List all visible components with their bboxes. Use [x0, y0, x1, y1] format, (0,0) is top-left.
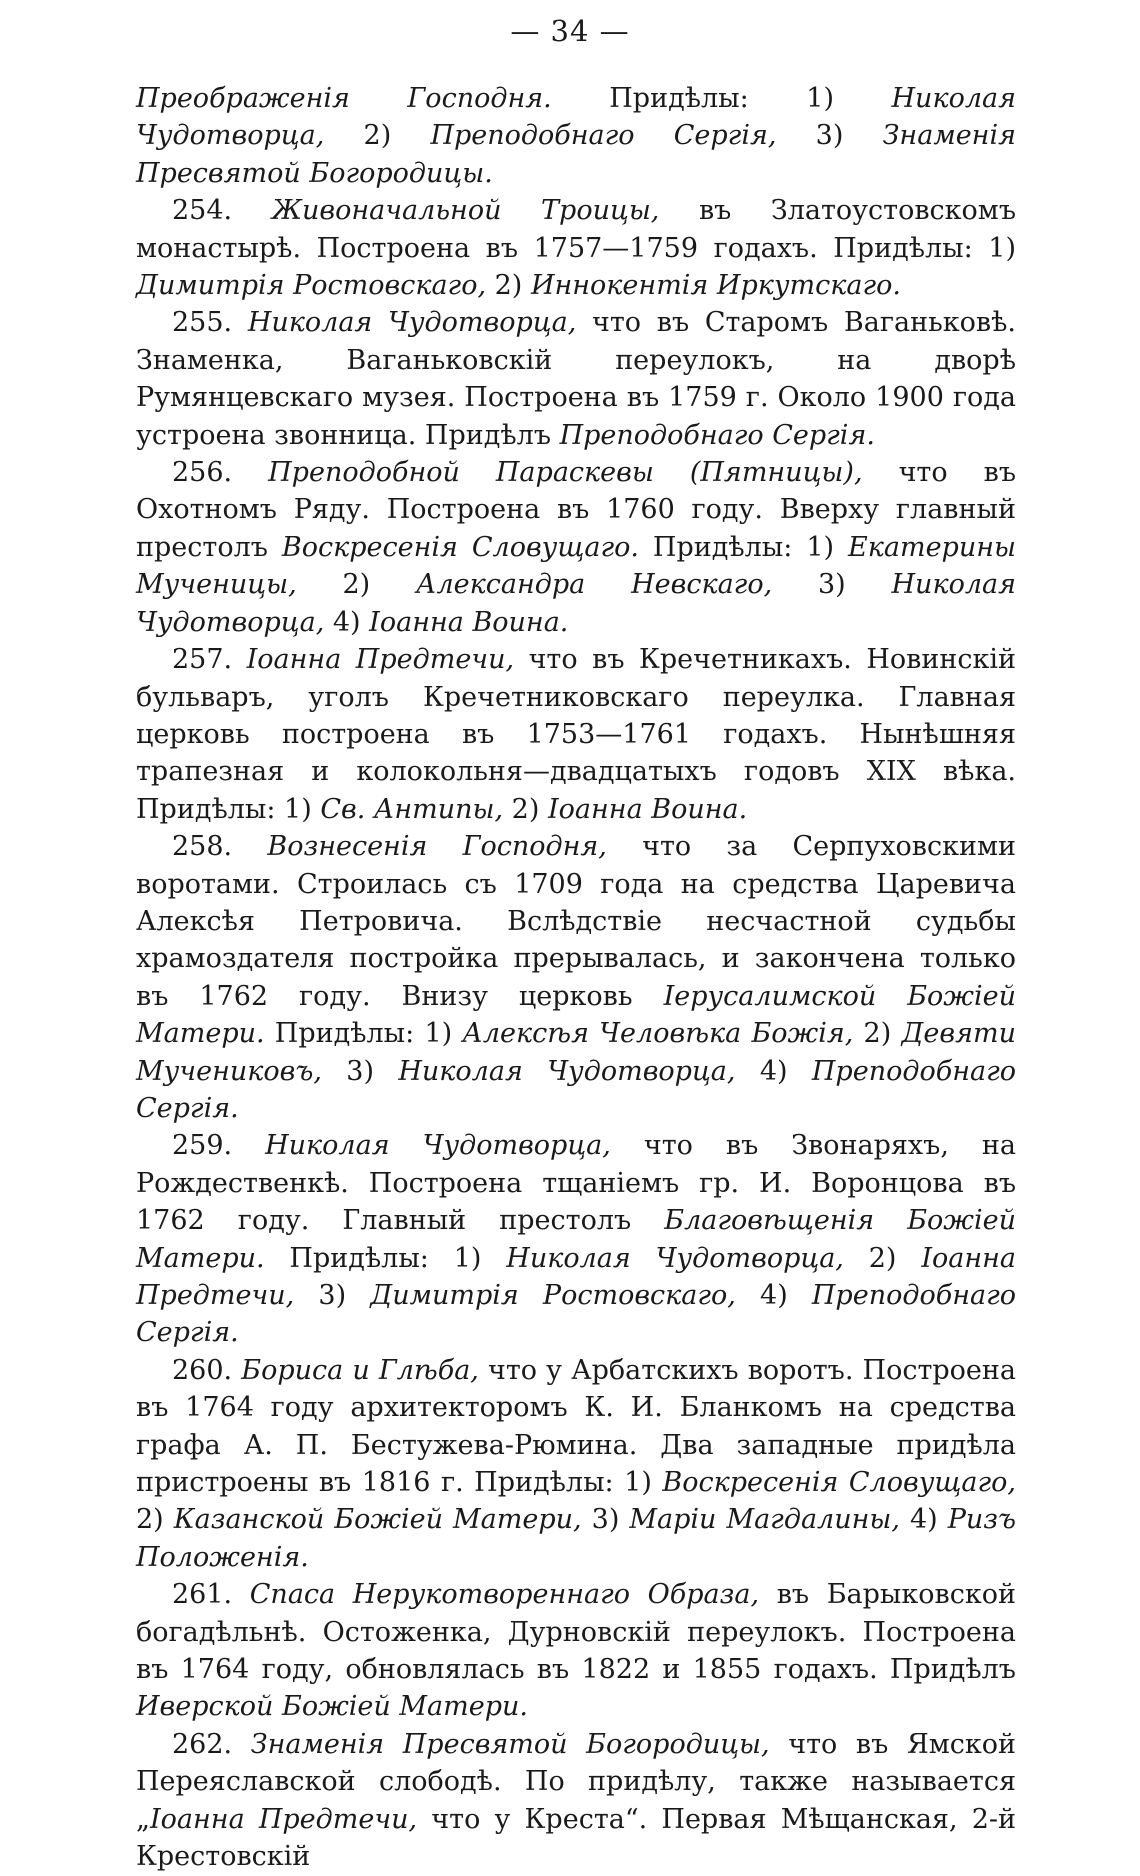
italic-name-run: Преподобнаго Сергія,: [430, 120, 777, 152]
italic-name-run: Маріи Магдалины,: [629, 1504, 900, 1536]
italic-name-run: Казанской Божіей Матери,: [173, 1504, 582, 1536]
italic-name-run: Екатерины Мученицы,: [136, 531, 1016, 601]
italic-name-run: Іоанна Предтечи,: [246, 644, 515, 676]
church-entry: [136, 454, 1016, 641]
text-run: 3): [321, 1055, 399, 1087]
italic-name-run: Николая Чудотворца,: [506, 1242, 844, 1274]
text-run: 2): [136, 1504, 174, 1536]
italic-name-run: Спаса Нерукотвореннаго Образа,: [249, 1579, 760, 1611]
text-run: что у Креста“. Первая Мѣщанская, 2-й Крестовскій: [136, 1803, 1016, 1873]
italic-name-run: Преподобнаго Сергія.: [136, 1280, 1016, 1349]
church-entry: [136, 1127, 1016, 1351]
italic-name-run: Димитрія Ростовскаго,: [136, 270, 487, 302]
italic-name-run: Николая Чудотворца,: [265, 1130, 611, 1162]
italic-name-run: Николая Чудотворца,: [398, 1055, 736, 1087]
text-run: Придѣлы: 1): [264, 1242, 507, 1274]
church-entry: [136, 304, 1016, 454]
text-run: 4): [735, 1055, 812, 1087]
church-entry: [136, 828, 1016, 1127]
italic-name-run: Николая Чудотворца,: [136, 83, 1016, 152]
text-run: 258.: [172, 831, 268, 863]
text-run: 261.: [172, 1579, 250, 1611]
text-run: 4): [324, 606, 370, 638]
italic-name-run: Воскресенія Словущаго,: [662, 1467, 1016, 1499]
italic-name-run: Воскресенія Словущаго.: [281, 531, 639, 563]
italic-name-run: Св. Антипы,: [320, 793, 504, 825]
church-entry: [136, 1352, 1016, 1576]
text-run: 260.: [172, 1354, 242, 1386]
text-run: 3): [776, 120, 883, 152]
text-run: 254.: [172, 195, 272, 227]
text-run: въ Златоустовскомъ монастырѣ. Построена въ 1757—1759 годахъ. Придѣлы: 1): [136, 195, 1016, 264]
text-run: 3): [772, 569, 892, 601]
italic-name-run: Преподобнаго Сергія.: [136, 1055, 1016, 1124]
text-run: Придѣлы: 1): [551, 83, 892, 114]
italic-name-run: Димитрія Ростовскаго,: [370, 1280, 736, 1311]
text-run: Придѣлы: 1): [638, 531, 849, 563]
text-run: что за Серпуховскими воротами. Строилась съ 1709 года на средства Царевича Алексѣя Петровича. Вслѣдствіе несчастной судьбы храмоздателя постройка прерывалась, и закончена только въ 1762 году. Внизу церковь: [136, 831, 1016, 1012]
text-run: 3): [294, 1280, 371, 1311]
text-run: 257.: [172, 644, 247, 676]
church-entry: [136, 192, 1016, 304]
italic-name-run: Іоанна Воина.: [547, 793, 748, 825]
italic-name-run: Знаменія Пресвятой Богородицы,: [250, 1728, 770, 1760]
text-run: 255.: [172, 307, 248, 339]
italic-name-run: Иверской Божіей Матери.: [136, 1691, 528, 1723]
italic-name-run: Александра Невскаго,: [416, 569, 773, 601]
page-body-text: [136, 80, 1016, 1876]
text-run: 262.: [172, 1728, 251, 1760]
text-run: 2): [324, 120, 431, 152]
text-run: что въ Кречетникахъ. Новинскій бульваръ, уголъ Кречетниковскаго переулка. Главная церковь построена въ 1753—1761 годахъ. Нынѣшняя трапезная и колокольня—двадцатыхъ годовъ XIX вѣка. Придѣлы: 1): [136, 644, 1016, 825]
text-run: что у Арбатскихъ воротъ. Построена въ 1764 году архитекторомъ К. И. Бланкомъ на средства графа А. П. Бестужева-Рюмина. Два западные придѣла пристроены въ 1816 г. Придѣлы: 1): [136, 1354, 1016, 1499]
italic-name-run: Іоанна Воина.: [369, 606, 569, 638]
italic-name-run: Преподобнаго Сергія.: [559, 419, 875, 451]
text-run: 4): [735, 1280, 812, 1311]
church-entry: [136, 641, 1016, 828]
italic-name-run: Преподобной Параскевы (Пятницы),: [268, 457, 863, 489]
text-run: 2): [486, 270, 531, 302]
italic-name-run: Бориса и Глѣба,: [241, 1354, 479, 1386]
text-run: въ Барыковской богадѣльнѣ. Остоженка, Дурновскій переулокъ. Построена въ 1764 году, обновлялась въ 1822 и 1855 годахъ. Придѣлъ: [136, 1579, 1017, 1686]
italic-name-run: Іоанна Предтечи,: [150, 1803, 418, 1835]
text-run: 2): [853, 1018, 902, 1050]
italic-name-run: Вознесенія Господня,: [267, 831, 607, 863]
italic-name-run: Благовѣщенія Божіей Матери.: [136, 1205, 1016, 1274]
italic-name-run: Николая Чудотворца,: [136, 569, 1016, 638]
italic-name-run: Преображенія Господня.: [136, 83, 552, 114]
italic-name-run: Николая Чудотворца,: [247, 307, 577, 339]
italic-name-run: Живоначальной Троицы,: [271, 195, 660, 227]
italic-name-run: Знаменія Пресвятой Богородицы.: [136, 120, 1016, 189]
church-entry: [136, 1576, 1016, 1726]
text-run: Придѣлы: 1): [264, 1018, 463, 1050]
text-run: 4): [899, 1504, 948, 1536]
text-run: 259.: [172, 1130, 266, 1162]
page-number: — 34 —: [510, 14, 630, 48]
italic-name-run: Іерусалимской Божіей Матери.: [136, 980, 1016, 1050]
continued-paragraph: [136, 80, 1016, 192]
text-run: 3): [581, 1504, 630, 1536]
text-run: 2): [296, 569, 417, 601]
text-run: 2): [843, 1242, 922, 1274]
text-run: 256.: [172, 457, 269, 489]
italic-name-run: Іоанна Предтечи,: [136, 1242, 1016, 1311]
italic-name-run: Алексѣя Человѣка Божія,: [462, 1018, 854, 1050]
church-entry: [136, 1726, 1016, 1876]
text-run: что въ Охотномъ Ряду. Построена въ 1760 году. Вверху главный престолъ: [136, 457, 1017, 563]
italic-name-run: Девяти Мучениковъ,: [136, 1018, 1016, 1087]
italic-name-run: Иннокентія Иркутскаго.: [530, 270, 901, 302]
text-run: что въ Старомъ Ваганьковѣ. Знаменка, Ваганьковскій переулокъ, на дворѣ Румянцевскаго музея. Построена въ 1759 г. Около 1900 года устроена звонница. Придѣлъ: [136, 307, 1017, 451]
text-run: что въ Ямской Переяславской слободѣ. По придѣлу, также называется „: [136, 1728, 1017, 1835]
italic-name-run: Ризъ Положенія.: [136, 1504, 1017, 1573]
text-run: что въ Звонаряхъ, на Рождественкѣ. Построена тщаніемъ гр. И. Воронцова въ 1762 году. Главный престолъ: [136, 1130, 1016, 1237]
text-run: 2): [503, 793, 548, 825]
